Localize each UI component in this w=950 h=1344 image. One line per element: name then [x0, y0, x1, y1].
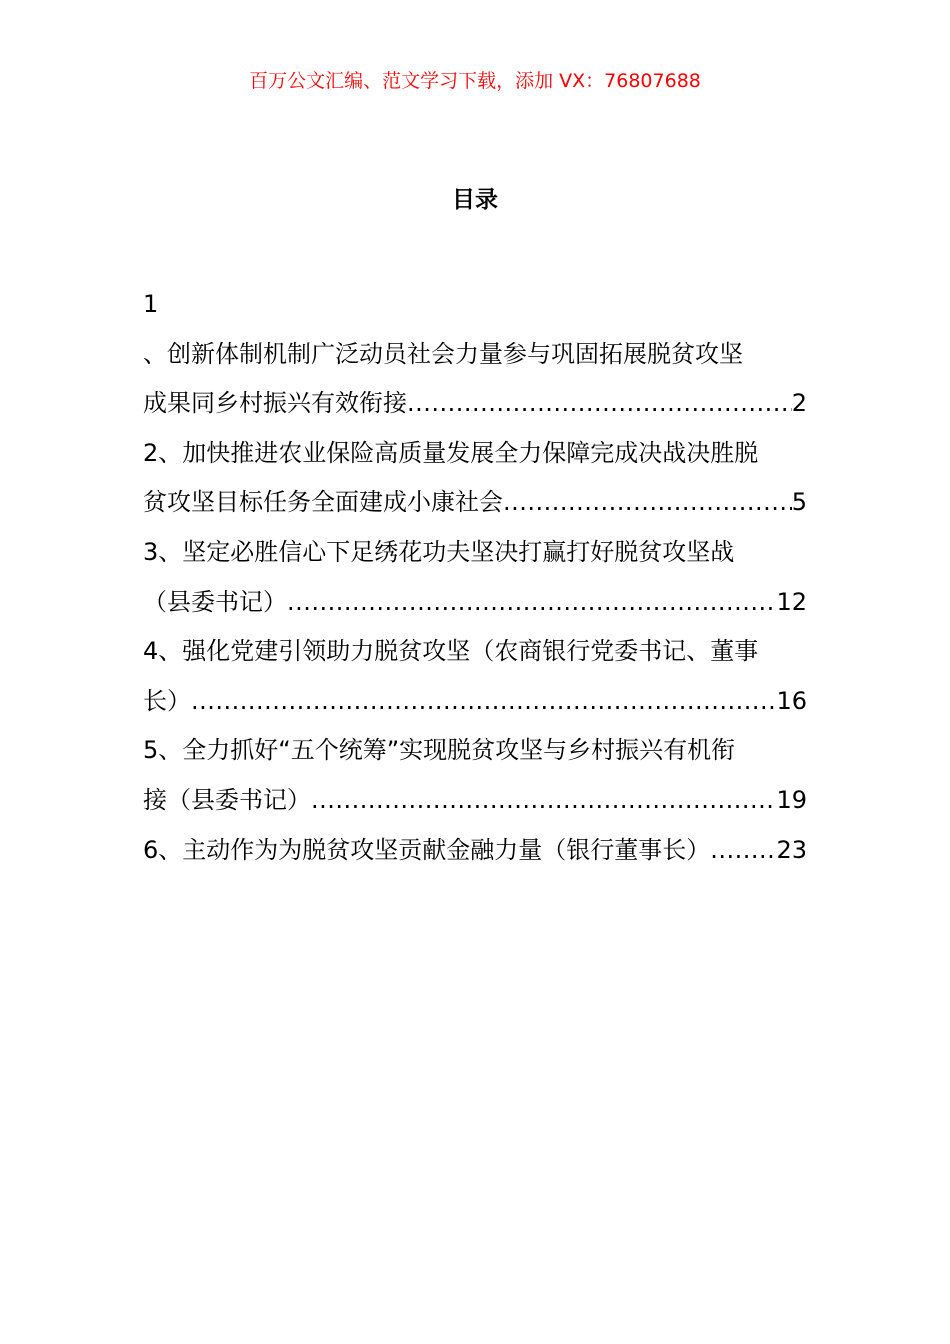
toc-entry-text: 4、强化党建引领助力脱贫攻坚（农商银行党委书记、董事: [143, 637, 759, 666]
toc-entry-4[interactable]: [143, 627, 807, 726]
toc-entry-text: 贫攻坚目标任务全面建成小康社会: [143, 488, 503, 517]
toc-entry-last-line: [143, 826, 807, 876]
toc-page-number: 19: [776, 785, 807, 814]
toc-leader-dots: [311, 776, 776, 826]
toc-entry-last-line: [143, 776, 807, 826]
toc-entry-2[interactable]: [143, 429, 807, 528]
toc-entry-text: 5、全力抓好“五个统筹”实现脱贫攻坚与乡村振兴有机衔: [143, 736, 736, 765]
toc-entry-1[interactable]: [143, 280, 807, 429]
toc-leader-dots: [503, 478, 792, 528]
toc-entry-5[interactable]: [143, 726, 807, 825]
toc-leader-dots: [287, 578, 776, 628]
toc-entry-number: 1: [143, 290, 159, 318]
toc-page-number: 12: [776, 587, 807, 616]
toc-leader-dots: [191, 677, 776, 727]
toc-title: 目录: [452, 187, 498, 213]
toc-entry-text: 成果同乡村振兴有效衔接: [143, 389, 407, 418]
toc-page-number: 23: [776, 835, 807, 864]
toc-entry-text: 2、加快推进农业保险高质量发展全力保障完成决战决胜脱: [143, 438, 759, 467]
toc-page-number: 16: [776, 686, 807, 715]
toc-leader-dots: [407, 379, 792, 429]
toc-entry-text: 、创新体制机制广泛动员社会力量参与巩固拓展脱贫攻坚: [143, 339, 743, 368]
toc-entry-3[interactable]: [143, 528, 807, 627]
header-banner: 百万公文汇编、范文学习下载，添加 VX：76807688: [249, 70, 701, 92]
toc-leader-dots: [710, 826, 776, 876]
toc-entry-text: 3、坚定必胜信心下足绣花功夫坚决打赢打好脱贫攻坚战: [143, 537, 735, 566]
toc-entry-last-line: [143, 677, 807, 727]
toc-page-number: 5: [791, 488, 807, 517]
table-of-contents: [143, 280, 807, 875]
toc-entry-text: 接（县委书记）: [143, 785, 311, 814]
toc-entry-text: 长）: [143, 686, 191, 715]
toc-entry-text: 6、主动作为为脱贫攻坚贡献金融力量（银行董事长）: [143, 835, 711, 864]
toc-entry-text: （县委书记）: [143, 587, 287, 616]
toc-page-number: 2: [791, 389, 807, 418]
toc-entry-last-line: [143, 578, 807, 628]
toc-entry-last-line: [143, 478, 807, 528]
toc-entry-last-line: [143, 379, 807, 429]
toc-entry-6[interactable]: [143, 826, 807, 876]
